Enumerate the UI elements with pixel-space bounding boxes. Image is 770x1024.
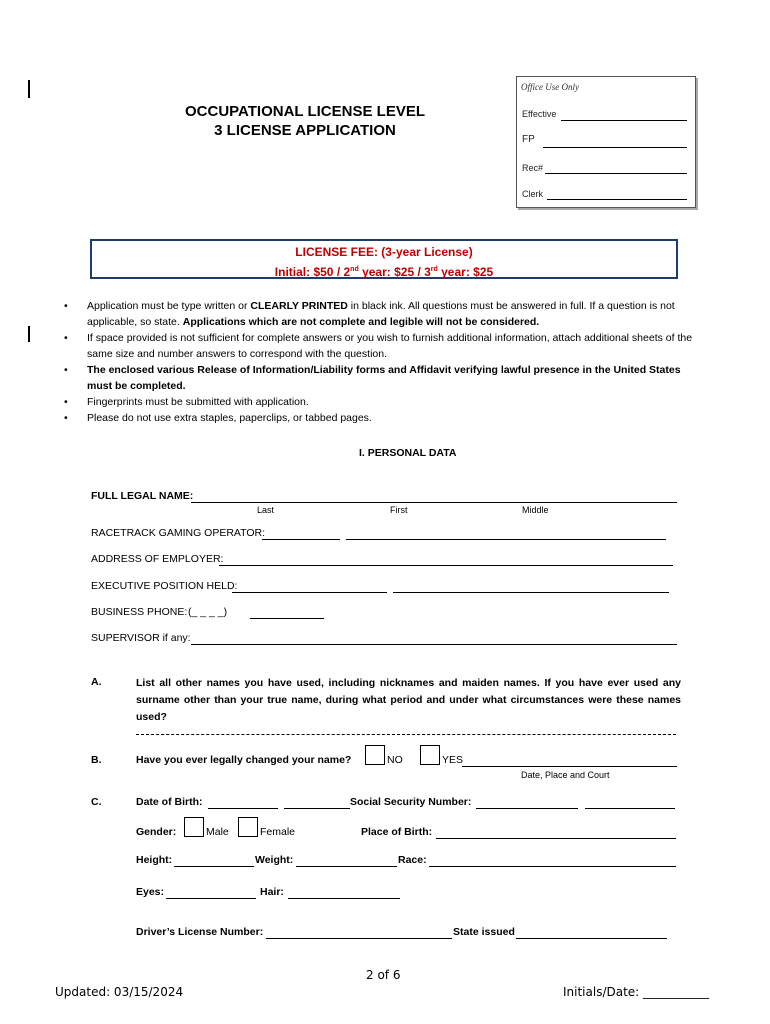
instruction-item: • Application must be type written or CLEARLY PRINTED in black ink. All questions must be answered in full. If a question is not applicable, so state. Applications which are not complete and legible will not be considered. <box>60 298 700 330</box>
hair-label: Hair: <box>260 886 284 898</box>
instruction-item: • Please do not use extra staples, paperclips, or tabbed pages. <box>60 410 700 426</box>
supervisor-line[interactable] <box>191 644 677 645</box>
date-place-court-caption: Date, Place and Court <box>521 770 610 780</box>
phone-line[interactable] <box>250 618 324 619</box>
form-title <box>150 102 460 140</box>
instruction-item: • If space provided is not sufficient for complete answers or you wish to furnish additional information, attach additional sheets of the same size and number answers to correspond with the question. <box>60 330 700 362</box>
drivers-license-label: Driver’s License Number: <box>136 926 264 938</box>
phone-area-code: (_ _ _ _) <box>188 606 228 618</box>
weight-line[interactable] <box>296 866 397 867</box>
name-changed-no-checkbox[interactable] <box>365 745 385 765</box>
effective-label: Effective <box>522 109 557 119</box>
name-change-details-line[interactable] <box>462 766 677 767</box>
drivers-license-line[interactable] <box>266 938 452 939</box>
operator-line-1[interactable] <box>262 539 340 540</box>
section-heading: I. PERSONAL DATA <box>359 447 457 459</box>
hair-line[interactable] <box>288 898 400 899</box>
updated-date: Updated: 03/15/2024 <box>55 985 184 999</box>
name-changed-yes-checkbox[interactable] <box>420 745 440 765</box>
state-issued-label: State issued <box>453 926 515 938</box>
eyes-line[interactable] <box>166 898 256 899</box>
ssn-line-2[interactable] <box>585 808 675 809</box>
employer-line[interactable] <box>219 565 673 566</box>
revision-mark <box>28 326 30 342</box>
gender-label: Gender: <box>136 826 177 838</box>
full-name-line[interactable] <box>191 502 677 503</box>
eyes-label: Eyes: <box>136 886 165 898</box>
clerk-label: Clerk <box>522 189 544 199</box>
effective-line[interactable] <box>561 120 687 121</box>
pob-label: Place of Birth: <box>361 826 433 838</box>
initials-date: Initials/Date: ___________ <box>563 985 710 999</box>
position-label: EXECUTIVE POSITION HELD: <box>91 580 238 592</box>
gender-female-checkbox[interactable] <box>238 817 258 837</box>
no-label: NO <box>387 754 403 766</box>
dob-label: Date of Birth: <box>136 796 203 808</box>
fee-amounts: Initial: $50 / 2nd year: $25 / 3rd year: $25 <box>274 265 494 279</box>
page-number: 2 of 6 <box>366 968 401 982</box>
fee-heading: LICENSE FEE: (3-year License) <box>295 245 473 259</box>
ssn-line-1[interactable] <box>476 808 578 809</box>
clerk-line[interactable] <box>547 199 687 200</box>
weight-label: Weight: <box>255 854 294 866</box>
height-label: Height: <box>136 854 173 866</box>
height-line[interactable] <box>174 866 254 867</box>
question-b-letter: B. <box>91 754 102 766</box>
race-label: Race: <box>398 854 427 866</box>
question-b-text: Have you ever legally changed your name? <box>136 754 352 766</box>
middle-name-caption: Middle <box>522 505 549 515</box>
employer-label: ADDRESS OF EMPLOYER: <box>91 553 224 565</box>
fp-label: FP <box>522 134 535 145</box>
office-use-header: Office Use Only <box>521 82 579 92</box>
dob-line-1[interactable] <box>208 808 278 809</box>
form-title-line1: OCCUPATIONAL LICENSE LEVEL <box>184 103 425 120</box>
operator-line-2[interactable] <box>346 539 666 540</box>
question-c-letter: C. <box>91 796 102 808</box>
dob-line-2[interactable] <box>284 808 350 809</box>
first-name-caption: First <box>390 505 408 515</box>
pob-line[interactable] <box>436 838 676 839</box>
gender-male-checkbox[interactable] <box>184 817 204 837</box>
supervisor-label: SUPERVISOR if any: <box>91 632 191 644</box>
position-line-1[interactable] <box>232 592 387 593</box>
license-fee-box <box>90 239 678 279</box>
position-line-2[interactable] <box>393 592 669 593</box>
ssn-label: Social Security Number: <box>350 796 472 808</box>
question-a-text: List all other names you have used, including nicknames and maiden names. If you have ever used any surname other than your true name, during what period and under what circumstances were these names used? <box>136 677 681 723</box>
female-label: Female <box>260 826 296 838</box>
form-title-line2: 3 LICENSE APPLICATION <box>214 122 396 139</box>
question-a-letter: A. <box>91 676 102 688</box>
rec-label: Rec# <box>522 163 544 173</box>
fp-line[interactable] <box>543 147 687 148</box>
rec-line[interactable] <box>545 173 687 174</box>
instructions-list <box>60 298 700 426</box>
office-use-box <box>516 76 696 208</box>
operator-label: RACETRACK GAMING OPERATOR: <box>91 527 266 539</box>
revision-mark <box>28 80 30 98</box>
male-label: Male <box>206 826 229 838</box>
full-name-label: FULL LEGAL NAME: <box>91 490 194 502</box>
phone-label: BUSINESS PHONE: <box>91 606 188 618</box>
instruction-item: • The enclosed various Release of Information/Liability forms and Affidavit verifying lawful presence in the United States must be completed. <box>60 362 700 394</box>
last-name-caption: Last <box>257 505 275 515</box>
state-issued-line[interactable] <box>516 938 667 939</box>
instruction-item: • Fingerprints must be submitted with application. <box>60 394 700 410</box>
yes-label: YES <box>442 754 464 766</box>
race-line[interactable] <box>429 866 676 867</box>
question-a-answer-line[interactable] <box>136 734 676 735</box>
